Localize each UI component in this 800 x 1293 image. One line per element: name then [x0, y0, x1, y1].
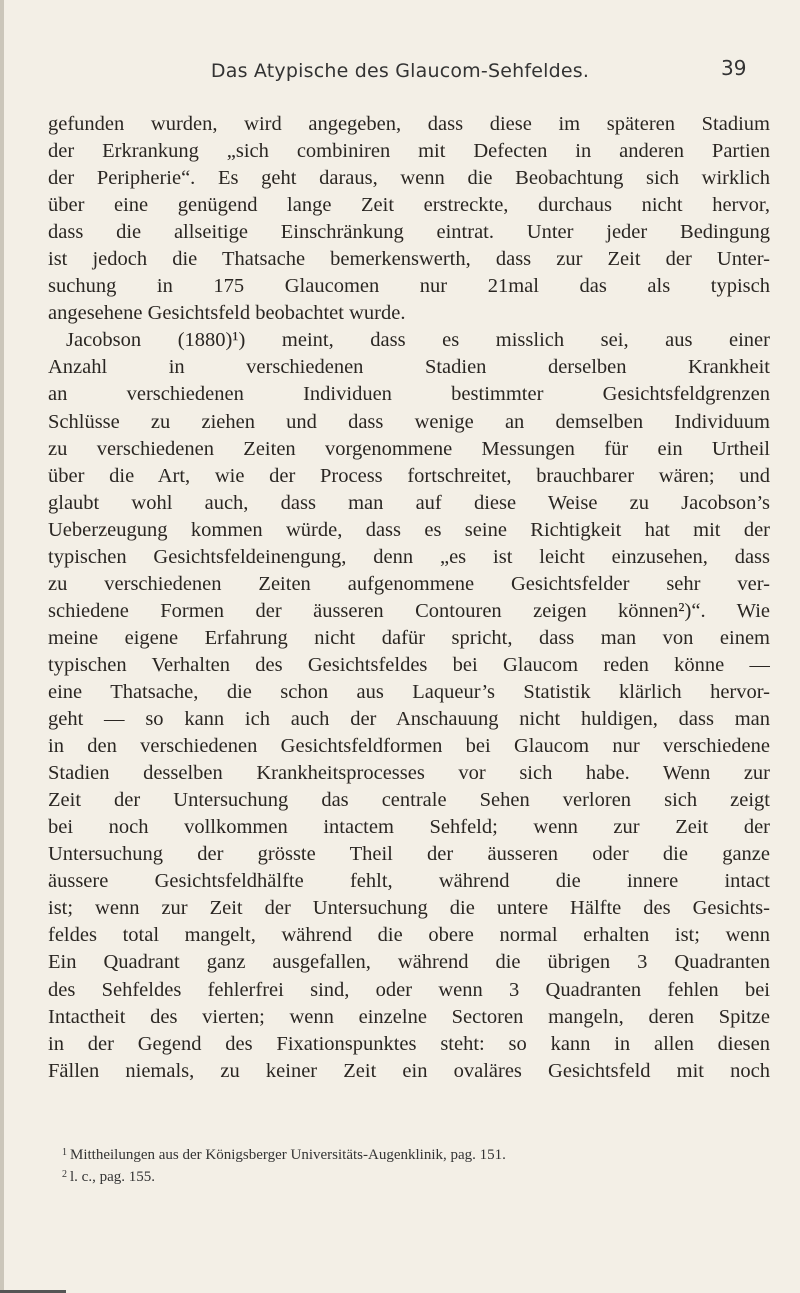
text-line: Untersuchung der grösste Theil der äusseren oder die ganze [48, 843, 770, 866]
footnote-mark: 2 [62, 1169, 67, 1180]
footnote-text: Mittheilungen aus der Königsberger Universitäts-Augenklinik, pag. 151. [70, 1147, 506, 1163]
text-line: Schlüsse zu ziehen und dass wenige an demselben Individuum [48, 410, 770, 433]
text-line: Jacobson (1880)¹) meint, dass es misslich sei, aus einer [66, 329, 770, 352]
text-line: in der Gegend des Fixationspunktes steht: so kann in allen diesen [48, 1032, 770, 1055]
text-line: Zeit der Untersuchung das centrale Sehen verloren sich zeigt [48, 789, 770, 812]
text-line: Intactheit des vierten; wenn einzelne Sectoren mangeln, deren Spitze [48, 1005, 770, 1028]
text-line: der Peripherie“. Es geht daraus, wenn die Beobachtung sich wirklich [48, 167, 770, 190]
text-line: geht — so kann ich auch der Anschauung nicht huldigen, dass man [48, 708, 770, 731]
footnote [62, 1143, 782, 1165]
page-number: 39 [721, 56, 747, 80]
text-line: über die Art, wie der Process fortschreitet, brauchbarer wären; und [48, 464, 770, 487]
page-header [0, 56, 800, 86]
text-line: typischen Verhalten des Gesichtsfeldes bei Glaucom reden könne — [48, 653, 770, 676]
text-line: des Sehfeldes fehlerfrei sind, oder wenn 3 Quadranten fehlen bei [48, 978, 770, 1001]
footnotes [62, 1143, 782, 1187]
footnote-mark: 1 [62, 1147, 67, 1158]
text-line: schiedene Formen der äusseren Contouren zeigen können²)“. Wie [48, 599, 770, 622]
text-line: dass die allseitige Einschränkung eintrat. Unter jeder Bedingung [48, 221, 770, 244]
scan-edge [0, 0, 4, 1293]
running-head: Das Atypische des Glaucom-Sehfeldes. [210, 60, 590, 82]
text-line: bei noch vollkommen intactem Sehfeld; wenn zur Zeit der [48, 816, 770, 839]
text-line: typischen Gesichtsfeldeinengung, denn „es ist leicht einzusehen, dass [48, 545, 770, 568]
text-line: Fällen niemals, zu keiner Zeit ein ovaläres Gesichtsfeld mit noch [48, 1059, 770, 1082]
footnote [62, 1165, 782, 1187]
text-line: feldes total mangelt, während die obere normal erhalten ist; wenn [48, 924, 770, 947]
text-line: zu verschiedenen Zeiten aufgenommene Gesichtsfelder sehr ver- [48, 572, 770, 595]
text-line: ist jedoch die Thatsache bemerkenswerth, dass zur Zeit der Unter- [48, 248, 770, 271]
text-line: gefunden wurden, wird angegeben, dass diese im späteren Stadium [48, 113, 770, 135]
text-line: ist; wenn zur Zeit der Untersuchung die untere Hälfte des Gesichts- [48, 897, 770, 920]
text-line: Ueberzeugung kommen würde, dass es seine Richtigkeit hat mit der [48, 518, 770, 541]
text-line: eine Thatsache, die schon aus Laqueur’s Statistik klärlich hervor- [48, 680, 770, 703]
text-line: Stadien desselben Krankheitsprocesses vor sich habe. Wenn zur [48, 762, 770, 785]
text-line: der Erkrankung „sich combiniren mit Defecten in anderen Partien [48, 140, 770, 163]
text-line: glaubt wohl auch, dass man auf diese Weise zu Jacobson’s [48, 491, 770, 514]
text-line: Anzahl in verschiedenen Stadien derselben Krankheit [48, 356, 770, 379]
text-line: suchung in 175 Glaucomen nur 21mal das als typisch [48, 275, 770, 298]
footnote-text: l. c., pag. 155. [70, 1169, 155, 1185]
text-line: an verschiedenen Individuen bestimmter Gesichtsfeldgrenzen [48, 383, 770, 406]
text-line: angesehene Gesichtsfeld beobachtet wurde. [48, 302, 406, 325]
text-line: in den verschiedenen Gesichtsfeldformen bei Glaucom nur verschiedene [48, 735, 770, 758]
text-line: Ein Quadrant ganz ausgefallen, während die übrigen 3 Quadranten [48, 951, 770, 974]
text-line: zu verschiedenen Zeiten vorgenommene Messungen für ein Urtheil [48, 437, 770, 460]
text-line: über eine genügend lange Zeit erstreckte, durchaus nicht hervor, [48, 194, 770, 217]
body-text [48, 111, 770, 1085]
text-line: meine eigene Erfahrung nicht dafür spricht, dass man von einem [48, 626, 770, 649]
text-line: äussere Gesichtsfeldhälfte fehlt, während die innere intact [48, 870, 770, 893]
